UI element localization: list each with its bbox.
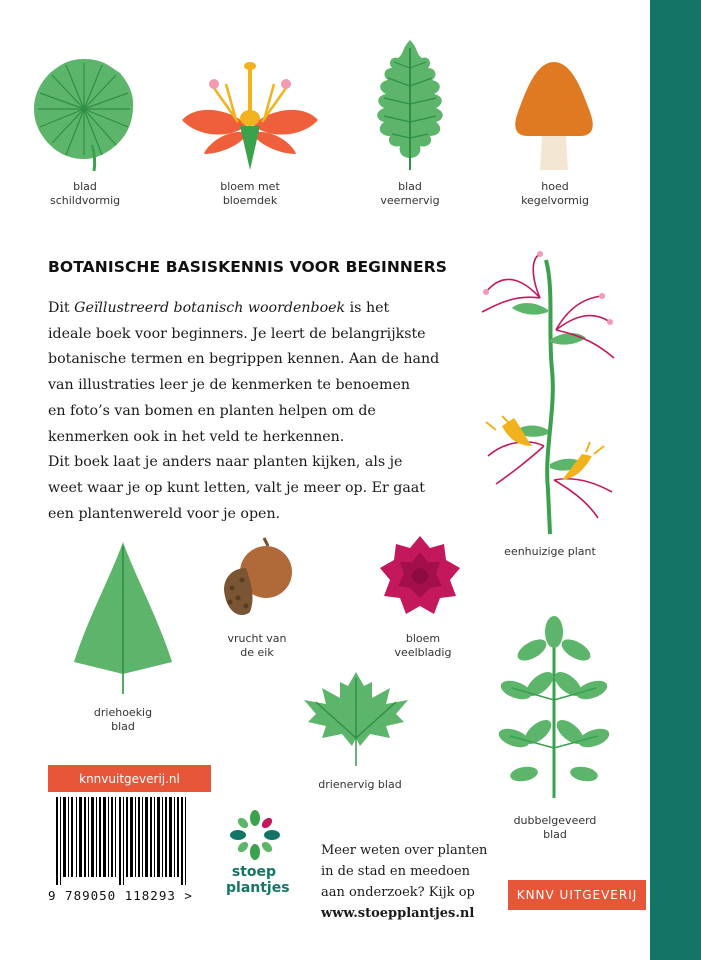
multipetal-flower-illustration — [378, 532, 462, 620]
caption-line: blad — [398, 180, 422, 193]
intro-line: weet waar je op kunt letten, valt je meer op. Er gaat — [48, 479, 425, 496]
intro-line: Dit boek laat je anders naar planten kijken, als je — [48, 454, 403, 471]
caption-shield-leaf — [50, 180, 120, 208]
book-title: Geïllustreerd botanisch woordenboek — [74, 300, 346, 316]
book-spine — [650, 0, 701, 960]
bipinnate-leaf-illustration — [494, 614, 614, 804]
intro-line: een plantenwereld voor je open. — [48, 505, 281, 522]
barcode — [48, 793, 211, 887]
caption-line: blad — [73, 180, 97, 193]
promo-line: in de stad en meedoen — [321, 864, 471, 879]
intro-line: kenmerken ook in het veld te herkennen. — [48, 428, 345, 445]
caption-line: bloemdek — [222, 194, 278, 207]
caption-line: veelbladig — [394, 646, 452, 659]
caption-line: blad — [111, 720, 135, 733]
caption-line: de eik — [240, 646, 274, 659]
pinnate-leaf-illustration — [366, 38, 454, 174]
publisher-badge: KNNV UITGEVERIJ — [508, 880, 646, 910]
caption-line: drienervig blad — [318, 778, 402, 791]
caption-line: veernervig — [380, 194, 440, 207]
caption-line: dubbelgeveerd — [513, 814, 597, 827]
caption-line: blad — [543, 828, 567, 841]
logo-text-plantjes: plantjes — [226, 880, 290, 896]
flower-illustration — [178, 60, 322, 174]
caption-line: kegelvormig — [521, 194, 589, 207]
intro-line: ideale boek voor beginners. Je leert de belangrijkste — [48, 325, 426, 342]
caption-bipinnate-leaf — [505, 814, 605, 842]
intro-line: en foto’s van bomen en planten helpen om de — [48, 402, 376, 419]
caption-line: hoed — [541, 180, 569, 193]
caption-acorn — [222, 632, 292, 660]
mushroom-illustration — [508, 58, 600, 174]
promo-line: aan onderzoek? Kijk op — [321, 885, 475, 900]
caption-line: driehoekig — [93, 706, 153, 719]
caption-line: schildvormig — [50, 194, 121, 207]
caption-triangular-leaf — [88, 706, 158, 734]
palmate-leaf-illustration — [300, 668, 412, 770]
caption-multipetal — [388, 632, 458, 660]
isbn-number: 9 789050 118293 > — [48, 888, 193, 903]
caption-flower — [210, 180, 290, 208]
intro-line: botanische termen en begrippen kennen. Aan de hand — [48, 351, 440, 368]
acorn-illustration — [220, 536, 298, 626]
promo-text — [321, 840, 521, 924]
website-badge[interactable]: knnvuitgeverij.nl — [48, 765, 211, 792]
caption-monoecious — [495, 545, 605, 559]
promo-line: Meer weten over planten — [321, 843, 488, 858]
intro-text — [48, 296, 478, 527]
caption-line: bloem — [405, 632, 441, 645]
caption-line: eenhuizige plant — [504, 545, 596, 558]
shield-leaf-illustration — [30, 55, 138, 175]
section-heading: BOTANISCHE BASISKENNIS VOOR BEGINNERS — [48, 258, 447, 276]
stoepplantjes-logo-icon — [230, 810, 280, 860]
caption-line: bloem met — [220, 180, 280, 193]
intro-line-1: Dit Geïllustreerd botanisch woordenboek is het — [48, 300, 390, 316]
logo-text-stoep: stoep — [231, 864, 277, 880]
caption-line: vrucht van — [227, 632, 287, 645]
monoecious-plant-illustration — [474, 250, 624, 540]
triangular-leaf-illustration — [70, 538, 176, 698]
caption-palmate-leaf — [310, 778, 410, 792]
caption-mushroom — [520, 180, 590, 208]
caption-pinnate-leaf — [375, 180, 445, 208]
intro-line: van illustraties leer je de kenmerken te benoemen — [48, 377, 410, 394]
promo-url[interactable]: www.stoepplantjes.nl — [321, 906, 475, 921]
